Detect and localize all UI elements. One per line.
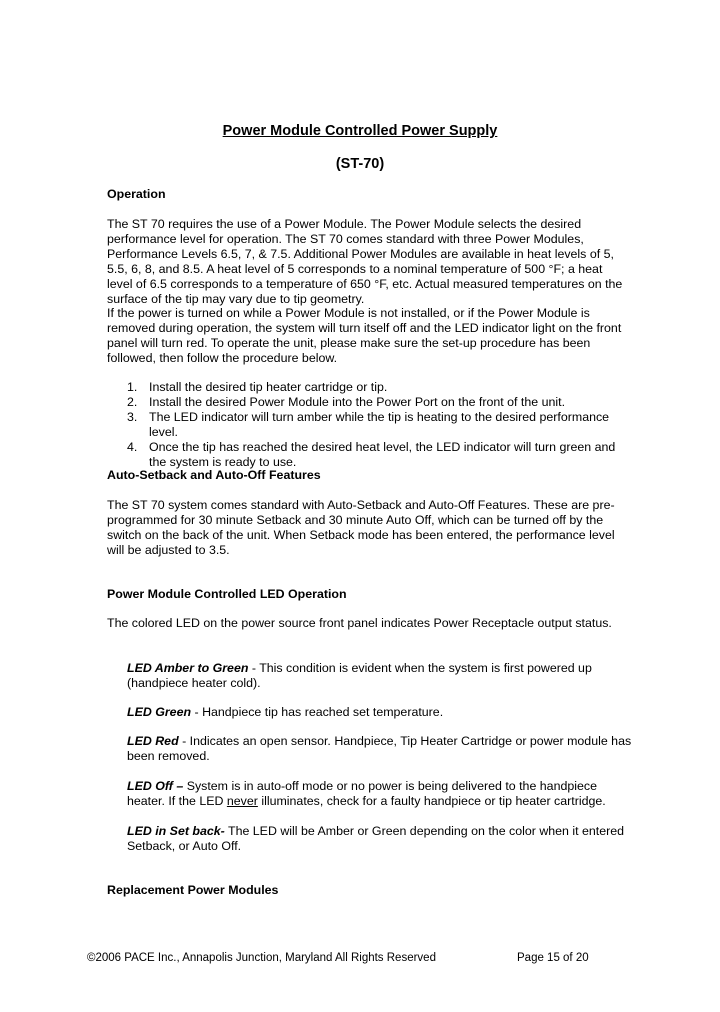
replacement-heading: Replacement Power Modules	[107, 883, 279, 897]
operation-paragraph-1: The ST 70 requires the use of a Power Module. The Power Module selects the desired performance level for operation. The ST 70 comes standard with three Power Modules, Performance Levels 6.5, 7, & 7.5. Additional Power Modules are available in heat levels of 5, 5.5, 6, 8, and 8.5. A heat level of 5 corresponds to a nominal temperature of 500 °F; a heat level of 6.5 corresponds to a temperature of 650 °F, etc. Actual measured temperatures on the surface of the tip may vary due to tip geometry.	[107, 217, 623, 306]
step-text: Install the desired Power Module into the Power Port on the front of the unit.	[149, 395, 566, 409]
led-label: LED in Set back-	[127, 824, 225, 838]
led-item-amber-to-green: LED Amber to Green - This condition is evident when the system is first powered up (handpiece heater cold).	[127, 661, 592, 690]
step-number: 3.	[127, 410, 138, 424]
led-description: This condition is evident when the system is first powered up (handpiece heater cold).	[127, 661, 592, 690]
led-label: LED Off –	[127, 779, 184, 793]
led-description: Indicates an open sensor. Handpiece, Tip Heater Cartridge or power module has been removed.	[127, 734, 632, 763]
auto-heading: Auto-Setback and Auto-Off Features	[107, 468, 321, 482]
footer-copyright: ©2006 PACE Inc., Annapolis Junction, Maryland All Rights Reserved	[87, 952, 436, 964]
step-number: 1.	[127, 380, 138, 394]
led-description-end: illuminates, check for a faulty handpiece or tip heater cartridge.	[257, 794, 606, 808]
page-subtitle: (ST-70)	[335, 156, 385, 172]
procedure-steps	[107, 380, 627, 470]
led-description: System is in auto-off mode or no power is being delivered to the handpiece heater. If the LED	[127, 779, 597, 808]
led-item-off	[127, 779, 632, 809]
auto-paragraph: The ST 70 system comes standard with Auto-Setback and Auto-Off Features. These are pre-programmed for 30 minute Setback and 30 minute Auto Off, which can be turned off by the switch on the back of the unit. When Setback mode has been entered, the performance level will be adjusted to 3.5.	[107, 498, 615, 557]
emphasis-never: never	[226, 794, 258, 808]
operation-heading: Operation	[107, 187, 166, 201]
step-text: Once the tip has reached the desired heat level, the LED indicator will turn green and the system is ready to use.	[149, 440, 616, 469]
led-label: LED Green	[127, 705, 192, 719]
led-item-set-back	[127, 824, 632, 854]
procedure-step	[107, 410, 627, 440]
operation-paragraph-2: If the power is turned on while a Power Module is not installed, or if the Power Module is removed during operation, the system will turn itself off and the LED indicator light on the front panel will turn red. To operate the unit, please make sure the set-up procedure has been followed, then follow the procedure below.	[107, 306, 622, 365]
page-title: Power Module Controlled Power Supply	[222, 123, 498, 139]
led-item-red: LED Red - Indicates an open sensor. Handpiece, Tip Heater Cartridge or power module has been removed.	[127, 734, 632, 763]
led-intro: The colored LED on the power source front panel indicates Power Receptacle output status.	[107, 616, 612, 630]
led-label: LED Amber to Green	[127, 661, 249, 675]
procedure-step	[107, 395, 627, 410]
step-text: The LED indicator will turn amber while the tip is heating to the desired performance level.	[149, 410, 610, 439]
step-number: 4.	[127, 440, 138, 454]
step-text: Install the desired tip heater cartridge or tip.	[149, 380, 388, 394]
procedure-step	[107, 380, 627, 395]
procedure-step	[107, 440, 627, 470]
led-label: LED Red	[127, 734, 179, 748]
led-description: Handpiece tip has reached set temperature.	[202, 705, 444, 719]
led-item-green: LED Green - Handpiece tip has reached set temperature.	[127, 705, 444, 719]
footer-page-number: Page 15 of 20	[517, 952, 589, 964]
step-number: 2.	[127, 395, 138, 409]
led-description: The LED will be Amber or Green depending on the color when it entered Setback, or Auto Off.	[127, 824, 625, 853]
led-heading: Power Module Controlled LED Operation	[107, 587, 347, 601]
